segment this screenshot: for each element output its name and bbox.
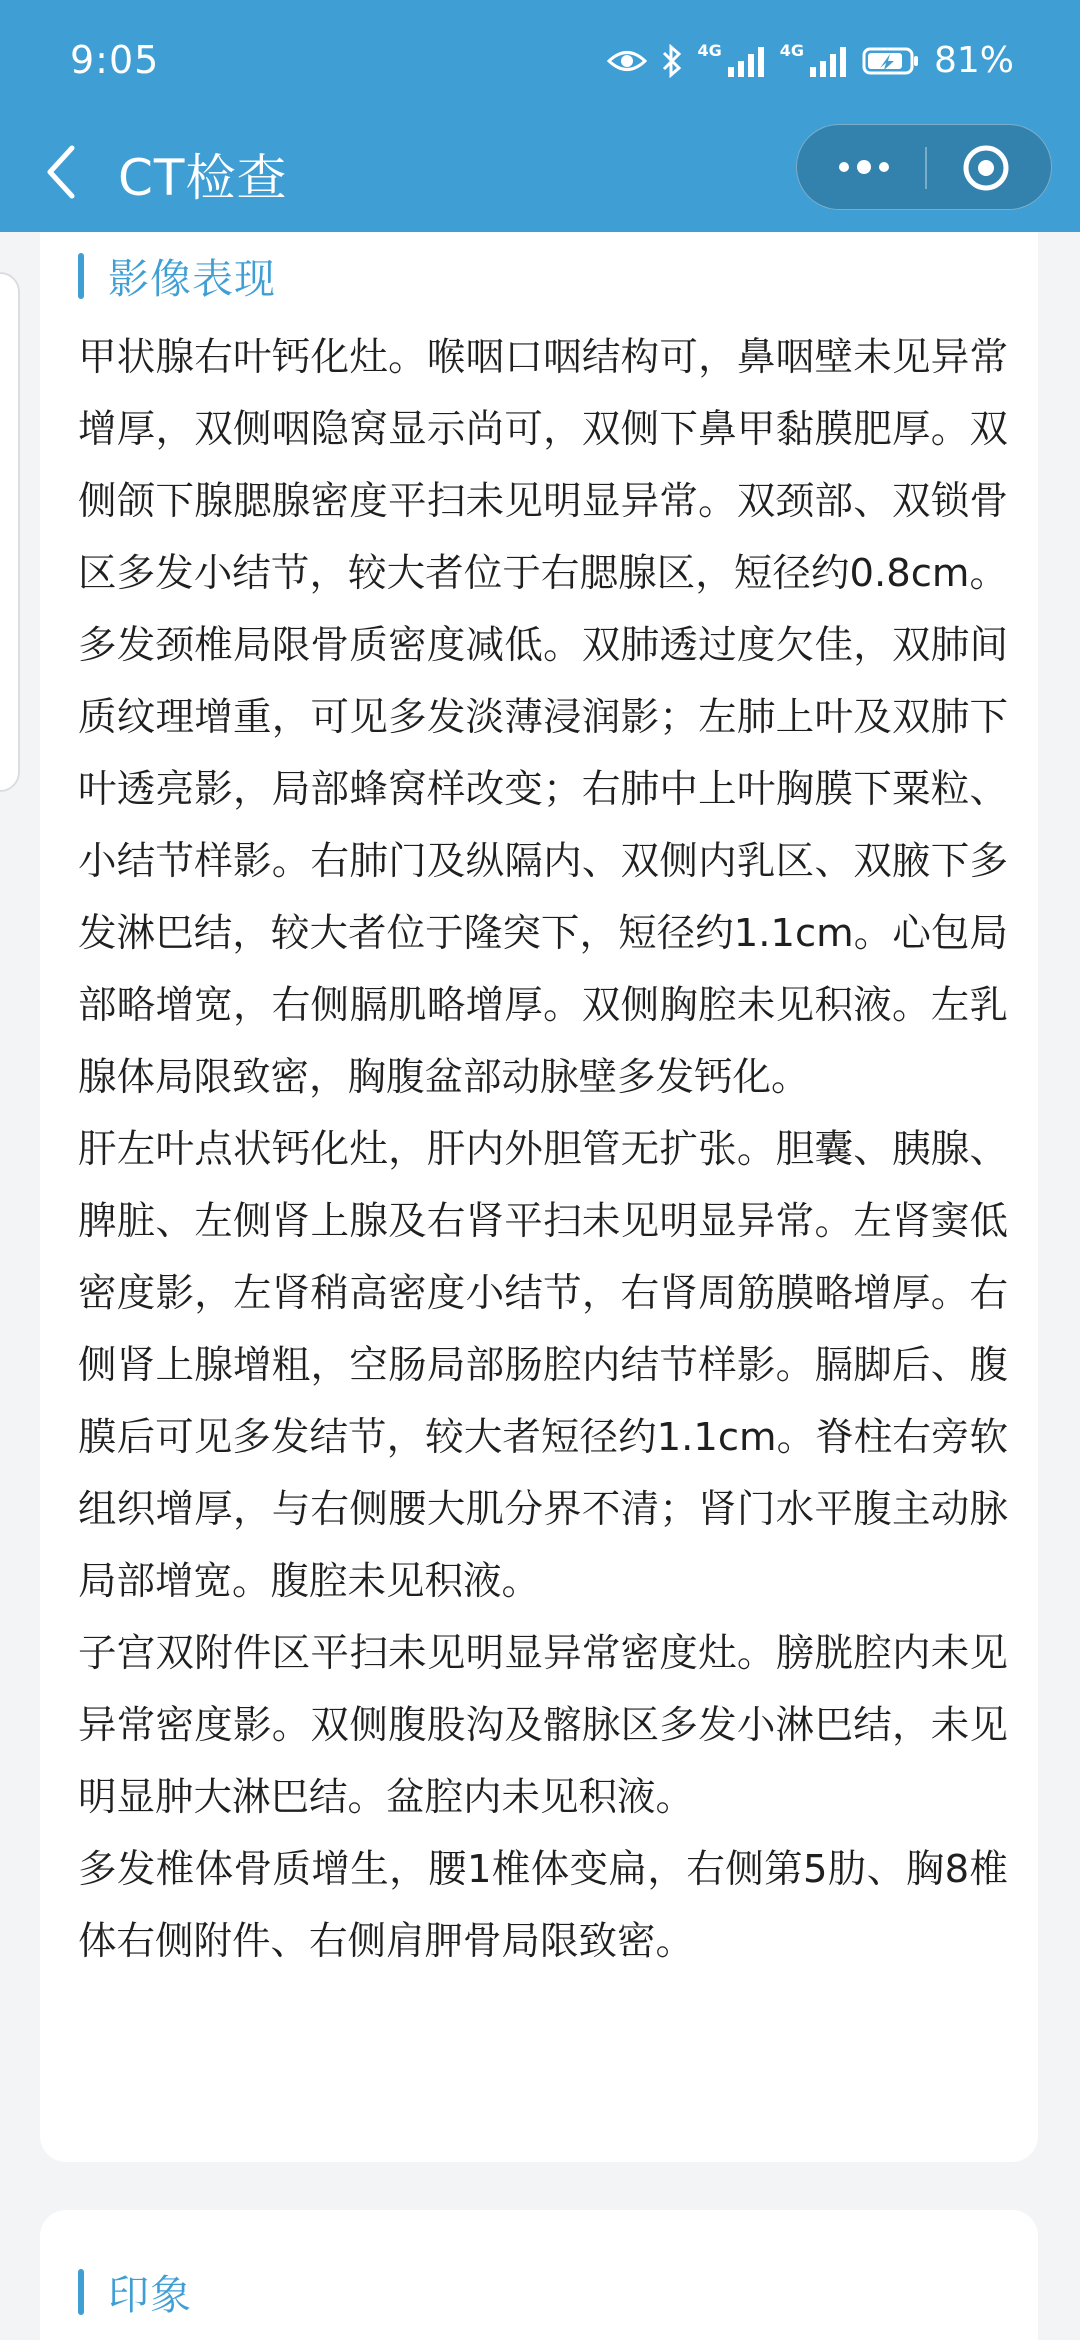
signal-icon (808, 45, 848, 77)
status-bar (0, 0, 1080, 120)
nav-bar (0, 120, 1080, 232)
findings-paragraph: 多发椎体骨质增生，腰1椎体变扁，右侧第5肋、胸8椎体右侧附件、右侧肩胛骨局限致密。 (78, 1847, 1008, 1964)
bluetooth-icon (661, 44, 683, 78)
scroll-content[interactable] (0, 232, 1080, 2340)
battery-icon (862, 46, 920, 76)
impression-card (40, 2210, 1038, 2340)
mini-program-capsule (796, 124, 1052, 210)
app-header (0, 0, 1080, 232)
impression-title: 印象 (108, 2271, 192, 2319)
eye-icon (607, 46, 647, 76)
status-icons (607, 40, 1014, 81)
more-dots-icon[interactable] (833, 147, 895, 187)
findings-title: 影像表现 (108, 255, 276, 303)
side-drawer-handle[interactable] (0, 272, 20, 792)
status-time: 9:05 (70, 38, 160, 82)
battery-level: 81% (933, 40, 1014, 81)
findings-paragraph: 子宫双附件区平扫未见明显异常密度灶。膀胱腔内未见异常密度影。双侧腹股沟及髂脉区多发小淋巴结，未见明显肿大淋巴结。盆腔内未见积液。 (78, 1631, 1008, 1820)
findings-body (78, 322, 1008, 1978)
impression-section-header (78, 2262, 192, 2321)
network-type-2: 4G (779, 41, 804, 60)
findings-section-header (78, 246, 276, 305)
network-type-1: 4G (697, 41, 722, 60)
capsule-divider (925, 147, 927, 189)
signal-icon (726, 45, 766, 77)
findings-paragraph: 甲状腺右叶钙化灶。喉咽口咽结构可，鼻咽壁未见异常增厚，双侧咽隐窝显示尚可，双侧下鼻甲黏膜肥厚。双侧颌下腺腮腺密度平扫未见明显异常。双颈部、双锁骨区多发小结节，较大者位于右腮腺区，短径约0.8cm。多发颈椎局限骨质密度减低。双肺透过度欠佳，双肺间质纹理增重，可见多发淡薄浸润影；左肺上叶及双肺下叶透亮影，局部蜂窝样改变；右肺中上叶胸膜下粟粒、小结节样影。右肺门及纵隔内、双侧内乳区、双腋下多发淋巴结，较大者位于隆突下，短径约1.1cm。心包局部略增宽，右侧膈肌略增厚。双侧胸腔未见积液。左乳腺体局限致密，胸腹盆部动脉壁多发钙化。 (78, 335, 1008, 1100)
section-accent-bar (78, 2269, 84, 2315)
chevron-left-icon[interactable] (38, 142, 82, 202)
page-title: CT检查 (118, 149, 288, 207)
section-accent-bar (78, 253, 84, 299)
findings-card (40, 232, 1038, 2162)
findings-paragraph: 肝左叶点状钙化灶，肝内外胆管无扩张。胆囊、胰腺、脾脏、左侧肾上腺及右肾平扫未见明显异常。左肾窦低密度影，左肾稍高密度小结节，右肾周筋膜略增厚。右侧肾上腺增粗，空肠局部肠腔内结节样影。膈脚后、腹膜后可见多发结节，较大者短径约1.1cm。脊柱右旁软组织增厚，与右侧腰大肌分界不清；肾门水平腹主动脉局部增宽。腹腔未见积液。 (78, 1127, 1008, 1604)
target-circle-icon[interactable] (961, 143, 1011, 193)
